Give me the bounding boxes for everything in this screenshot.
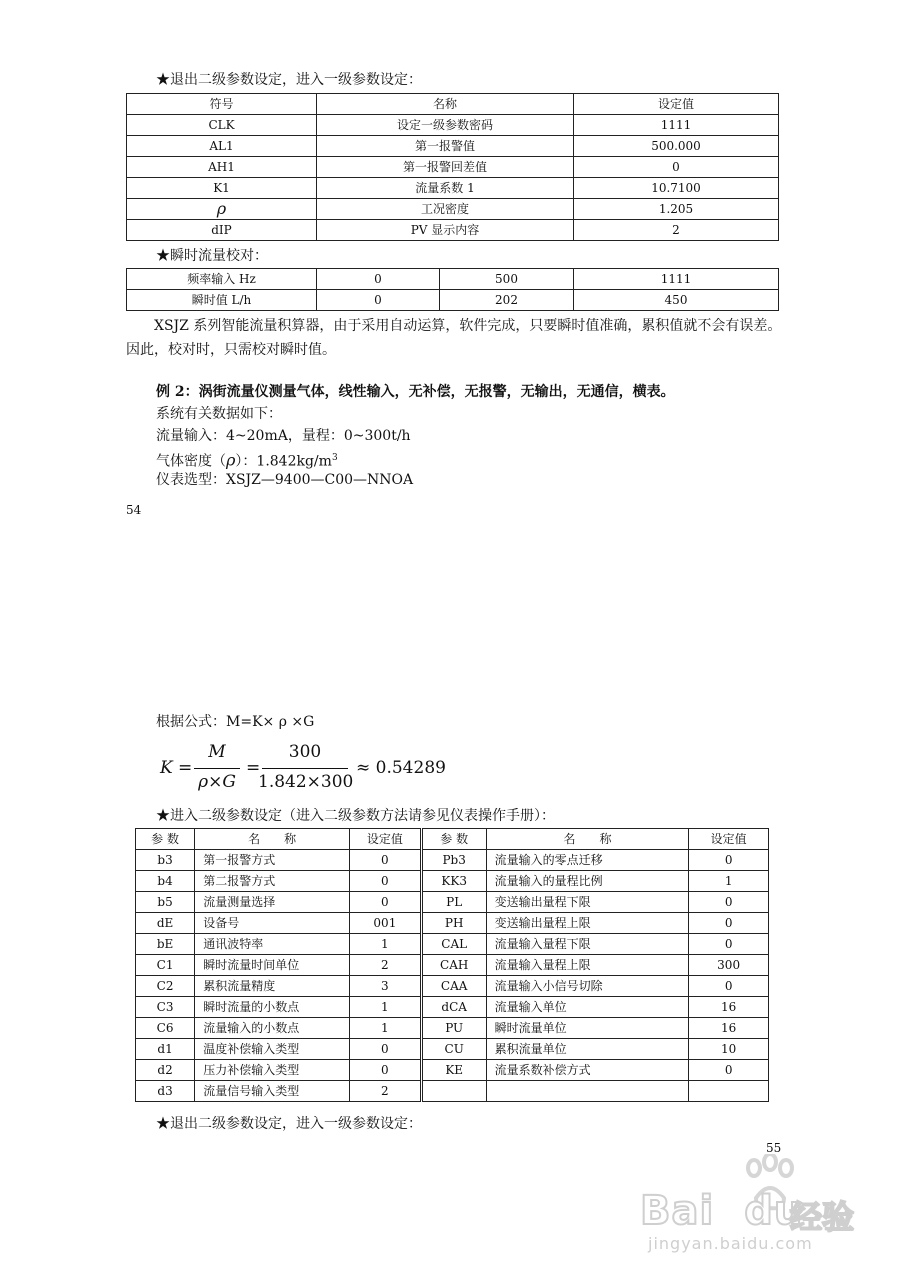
- table-row: [136, 1060, 769, 1081]
- table-cell: 1: [689, 871, 769, 892]
- level1-param-table: [126, 93, 779, 241]
- table-row: [136, 913, 769, 934]
- formula-bar2: [262, 768, 348, 769]
- table-cell: 瞬时流量时间单位: [195, 955, 350, 976]
- table-cell: C1: [136, 955, 195, 976]
- table-row: [136, 850, 769, 871]
- table-cell: PL: [421, 892, 486, 913]
- table-cell: 500: [440, 269, 574, 290]
- table-row: [127, 157, 779, 178]
- table-cell: 0: [317, 290, 440, 311]
- table-cell: 温度补偿输入类型: [195, 1039, 350, 1060]
- table-cell: C2: [136, 976, 195, 997]
- table-cell: 累积流量单位: [486, 1039, 689, 1060]
- table-row: [136, 1039, 769, 1060]
- enter-level2-heading: ★进入二级参数设定（进入二级参数方法请参见仪表操作手册）：: [156, 808, 555, 824]
- table-cell: KE: [421, 1060, 486, 1081]
- table-cell: 累积流量精度: [195, 976, 350, 997]
- header-cell: 名 称: [486, 829, 689, 850]
- table-cell: 流量输入量程上限: [486, 955, 689, 976]
- table-row: [127, 178, 779, 199]
- table-cell: 瞬时流量单位: [486, 1018, 689, 1039]
- table-cell: [421, 1081, 486, 1102]
- rho-symbol: ρ: [226, 450, 236, 470]
- table-cell: PU: [421, 1018, 486, 1039]
- table-cell: 设定一级参数密码: [317, 115, 574, 136]
- model-line: 仪表选型：XSJZ—9400—C00—NNOA: [156, 472, 414, 488]
- formula-lhs: K: [160, 758, 173, 778]
- gas-density-exponent: 3: [331, 453, 338, 463]
- flow-input-line: 流量输入：4~20mA，量程：0~300t/h: [156, 428, 411, 444]
- header-cell: 符号: [127, 94, 317, 115]
- table-cell: 流量输入单位: [486, 997, 689, 1018]
- formula-eq2: =: [246, 758, 261, 778]
- table-cell: bE: [136, 934, 195, 955]
- table-cell: 1: [350, 1018, 422, 1039]
- formula-den1: ρ×G: [198, 772, 236, 792]
- table-row: [127, 136, 779, 157]
- table-cell: CU: [421, 1039, 486, 1060]
- table-cell: AL1: [127, 136, 317, 157]
- table-cell: C6: [136, 1018, 195, 1039]
- header-cell: 设定值: [574, 94, 779, 115]
- table-cell: CAH: [421, 955, 486, 976]
- table-cell: [689, 1081, 769, 1102]
- formula-eq1: =: [178, 758, 193, 778]
- table-cell: b4: [136, 871, 195, 892]
- gas-density-suffix: ）：1.842kg/m: [235, 453, 332, 470]
- table-cell: 0: [317, 269, 440, 290]
- table-cell: 流量输入小信号切除: [486, 976, 689, 997]
- calibration-heading: ★瞬时流量校对：: [156, 248, 268, 264]
- table-cell: 流量测量选择: [195, 892, 350, 913]
- table-cell: 2: [574, 220, 779, 241]
- table-cell: AH1: [127, 157, 317, 178]
- table-cell: 300: [689, 955, 769, 976]
- table-cell: 通讯波特率: [195, 934, 350, 955]
- table-row: [136, 871, 769, 892]
- table-cell: 001: [350, 913, 422, 934]
- table-cell: d1: [136, 1039, 195, 1060]
- table-cell: 202: [440, 290, 574, 311]
- table-cell: 10: [689, 1039, 769, 1060]
- table-cell: b5: [136, 892, 195, 913]
- table-cell: 流量信号输入类型: [195, 1081, 350, 1102]
- table-row: [127, 220, 779, 241]
- table-cell: 0: [689, 892, 769, 913]
- header-cell: 名 称: [195, 829, 350, 850]
- table-cell: 0: [689, 913, 769, 934]
- header-cell: 参 数: [421, 829, 486, 850]
- exit-level2-heading-2: ★退出二级参数设定，进入一级参数设定：: [156, 1116, 422, 1132]
- table-cell: CAA: [421, 976, 486, 997]
- baidu-watermark: [640, 1150, 880, 1253]
- brand-left: Bai: [640, 1188, 715, 1234]
- table-cell: 流量输入的量程比例: [486, 871, 689, 892]
- table-cell: 0: [574, 157, 779, 178]
- table-cell: 瞬时值 L/h: [127, 290, 317, 311]
- brand-right: du: [744, 1188, 804, 1234]
- gas-density-prefix: 气体密度（: [156, 453, 226, 470]
- table-row: [136, 955, 769, 976]
- table-cell: [486, 1081, 689, 1102]
- table-cell: 流量系数 1: [317, 178, 574, 199]
- table-cell: 0: [689, 850, 769, 871]
- table-cell: 0: [689, 976, 769, 997]
- table-cell: KK3: [421, 871, 486, 892]
- exit-level2-heading: ★退出二级参数设定，进入一级参数设定：: [156, 72, 422, 88]
- table-row: [136, 1081, 769, 1102]
- table-row: [127, 199, 779, 220]
- table-header-row: [136, 829, 769, 850]
- table-cell: 16: [689, 997, 769, 1018]
- formula-den2: 1.842×300: [258, 772, 354, 792]
- table-row: [127, 269, 779, 290]
- table-row: [136, 892, 769, 913]
- table-cell: CLK: [127, 115, 317, 136]
- formula-num2: 300: [288, 742, 322, 762]
- system-data-label: 系统有关数据如下：: [156, 406, 282, 422]
- table-cell: 流量输入的零点迁移: [486, 850, 689, 871]
- table-cell: 500.000: [574, 136, 779, 157]
- table-cell: dE: [136, 913, 195, 934]
- table-cell: d3: [136, 1081, 195, 1102]
- gas-density-line: [156, 448, 338, 472]
- example-title: 例 2：涡街流量仪测量气体，线性输入，无补偿，无报警，无输出，无通信，横表。: [156, 384, 675, 400]
- table-cell: 流量系数补偿方式: [486, 1060, 689, 1081]
- formula-bar1: [194, 768, 240, 769]
- table-cell: 0: [689, 934, 769, 955]
- table-cell: 0: [350, 871, 422, 892]
- table-cell: 第一报警值: [317, 136, 574, 157]
- table-cell: PH: [421, 913, 486, 934]
- table-cell: 2: [350, 1081, 422, 1102]
- page-number-54: 54: [126, 503, 142, 517]
- table-cell: 瞬时流量的小数点: [195, 997, 350, 1018]
- table-row: [127, 115, 779, 136]
- table-cell: 流量输入量程下限: [486, 934, 689, 955]
- page-number-55: 55: [766, 1141, 782, 1155]
- table-cell: 1: [350, 934, 422, 955]
- table-cell: 16: [689, 1018, 769, 1039]
- table-row: [136, 997, 769, 1018]
- table-cell: 第二报警方式: [195, 871, 350, 892]
- level2-param-table: [135, 828, 769, 1102]
- table-cell: 工况密度: [317, 199, 574, 220]
- table-cell-rho: ρ: [127, 199, 317, 220]
- table-cell: 10.7100: [574, 178, 779, 199]
- table-cell: C3: [136, 997, 195, 1018]
- note-paragraph: XSJZ 系列智能流量积算器，由于采用自动运算，软件完成，只要瞬时值准确，累积值就不会有误差。因此，校对时，只需校对瞬时值。: [126, 318, 782, 358]
- table-header-row: [127, 94, 779, 115]
- table-cell: PV 显示内容: [317, 220, 574, 241]
- table-cell: 450: [574, 290, 779, 311]
- table-cell: 1111: [574, 269, 779, 290]
- table-cell: 压力补偿输入类型: [195, 1060, 350, 1081]
- table-cell: 0: [350, 1039, 422, 1060]
- table-row: [136, 934, 769, 955]
- baidu-brand: [640, 1188, 803, 1234]
- table-cell: 0: [350, 892, 422, 913]
- table-cell: dIP: [127, 220, 317, 241]
- table-cell: 2: [350, 955, 422, 976]
- table-cell: 第一报警方式: [195, 850, 350, 871]
- formula-num1: M: [208, 742, 226, 762]
- table-cell: 1: [350, 997, 422, 1018]
- baidu-brand-cn: 经验: [790, 1198, 855, 1236]
- table-cell: 1.205: [574, 199, 779, 220]
- table-cell: 变送输出量程上限: [486, 913, 689, 934]
- formula-approx: ≈ 0.54289: [356, 758, 446, 778]
- calibration-table: [126, 268, 779, 311]
- table-cell: 设备号: [195, 913, 350, 934]
- table-cell: b3: [136, 850, 195, 871]
- header-cell: 参 数: [136, 829, 195, 850]
- table-cell: 0: [689, 1060, 769, 1081]
- header-cell: 名称: [317, 94, 574, 115]
- table-cell: dCA: [421, 997, 486, 1018]
- header-cell: 设定值: [689, 829, 769, 850]
- formula-label: 根据公式：M=K× ρ ×G: [156, 714, 315, 730]
- table-row: [127, 290, 779, 311]
- table-cell: 0: [350, 850, 422, 871]
- table-cell: 1111: [574, 115, 779, 136]
- table-row: [136, 1018, 769, 1039]
- table-cell: Pb3: [421, 850, 486, 871]
- table-cell: 流量输入的小数点: [195, 1018, 350, 1039]
- baidu-url: jingyan.baidu.com: [648, 1234, 813, 1253]
- table-cell: K1: [127, 178, 317, 199]
- header-cell: 设定值: [350, 829, 422, 850]
- table-cell: 第一报警回差值: [317, 157, 574, 178]
- table-cell: 变送输出量程下限: [486, 892, 689, 913]
- table-cell: CAL: [421, 934, 486, 955]
- table-row: [136, 976, 769, 997]
- formula-block: [156, 740, 456, 796]
- table-cell: 频率输入 Hz: [127, 269, 317, 290]
- table-cell: d2: [136, 1060, 195, 1081]
- table-cell: 0: [350, 1060, 422, 1081]
- table-cell: 3: [350, 976, 422, 997]
